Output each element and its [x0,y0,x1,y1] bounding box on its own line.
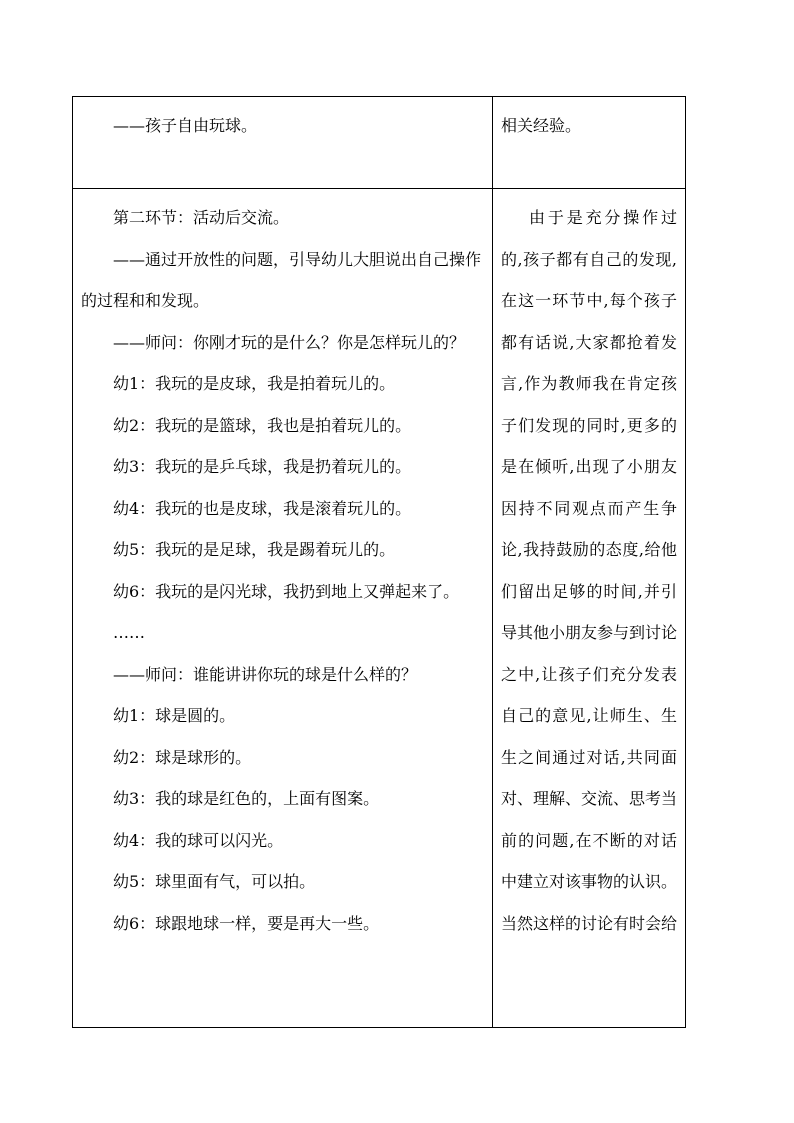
activity-paragraph: ——师问：谁能讲讲你玩的球是什么样的？ [113,664,418,684]
activity-text: ——孩子自由玩球。 [113,116,258,135]
reflection-text: 相关经验。 [501,116,582,135]
activity-paragraph: 幼6：球跟地球一样，要是再大一些。 [113,913,380,933]
lesson-table [72,96,686,1028]
activity-paragraph: 幼4：我的球可以闪光。 [113,830,284,850]
table-row [73,189,686,1028]
activity-paragraph: 幼6：我玩的是闪光球，我扔到地上又弹起来了。 [113,581,460,601]
activity-paragraph: 幼4：我玩的也是皮球，我是滚着玩儿的。 [113,498,412,518]
table-row [73,97,686,189]
activity-paragraph: 幼5：球里面有气，可以拍。 [113,872,316,891]
activity-paragraph: ——通过开放性的问题，引导幼儿大胆说出自己操作的过程和和发现。 [81,249,482,310]
activity-paragraph: 幼5：我玩的是足球，我是踢着玩儿的。 [113,540,396,559]
reflection-cell [493,97,686,189]
activity-cell [73,189,493,1028]
activity-paragraph: …… [113,623,145,642]
activity-paragraph: 幼1：球是圆的。 [113,706,236,725]
activity-paragraph: ——师问：你刚才玩的是什么？你是怎样玩儿的？ [113,332,466,352]
activity-paragraph: 幼1：我玩的是皮球，我是拍着玩儿的。 [113,374,396,393]
activity-paragraph: 第二环节：活动后交流。 [113,208,290,227]
reflection-cell [493,189,686,1028]
activity-paragraph: 幼3：我的球是红色的，上面有图案。 [113,789,380,808]
activity-paragraph: 幼2：球是球形的。 [113,747,252,767]
activity-cell [73,97,493,189]
activity-paragraph: 幼3：我玩的是乒乓球，我是扔着玩儿的。 [113,457,412,476]
reflection-text: 由于是充分操作过的,孩子都有自己的发现,在这一环节中,每个孩子都有话说,大家都抢着发言,作为教师我在肯定孩子们发现的同时,更多的是在倾听,出现了小朋友因持不同观点而产生争论,我持鼓励的态度,给他们留出足够的时间,并引导其他小朋友参与到讨论之中,让孩子们充分发表自己的意见,让师生、生生之间通过对话,共同面对、理解、交流、思考当前的问题,在不断的对话中建立对该事物的认识。当然这样的讨论有时会给 [501,208,678,933]
activity-paragraph: 幼2：我玩的是篮球，我也是拍着玩儿的。 [113,415,412,435]
